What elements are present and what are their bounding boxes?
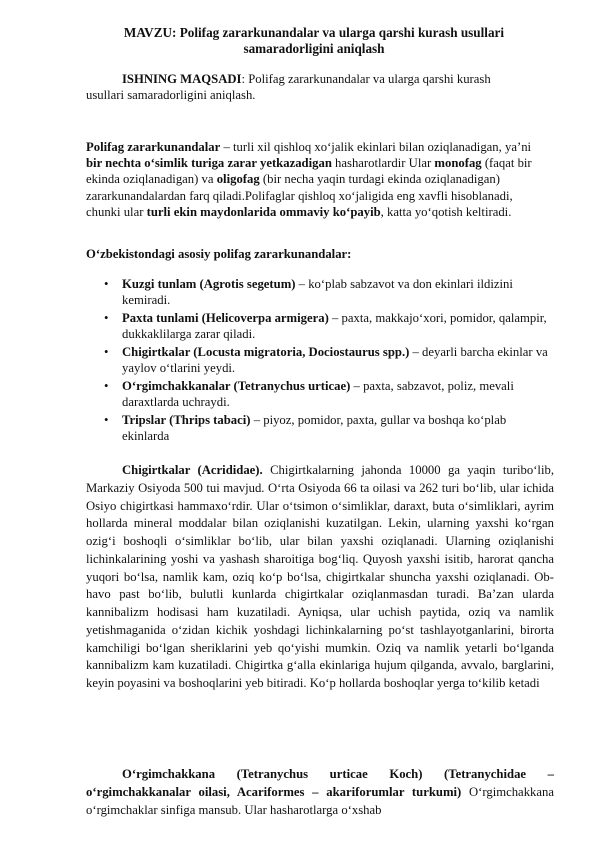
intro-text-5: , katta yo‘qotish keltiradi.: [380, 204, 512, 219]
list-item: [104, 412, 548, 444]
intro-text-3: (faqat bir ekinda oziqlanadigan) va: [86, 156, 532, 187]
list-item: [104, 378, 548, 410]
pest-list: [104, 276, 548, 446]
title-line-1: MAVZU: Polifag zararkunandalar va ularga qarshi kurash usullari: [123, 25, 505, 40]
pest-desc: – piyoz, pomidor, paxta, gullar va boshqa ko‘plab ekinlarda: [122, 413, 507, 444]
pest-name: Tripslar (Thrips tabaci): [122, 413, 251, 427]
pest-name: Chigirtkalar (Locusta migratoria, Dociostaurus spp.): [122, 345, 410, 359]
title-line-2: samaradorligini aniqlash: [243, 41, 385, 56]
spider-mite-heading: O‘rgimchakkana (Tetranychus urticae Koch) (Tetranychidae – o‘rgimchakkanalar oilasi, Acariformes – akariforumlar turkumi): [86, 767, 554, 799]
locust-paragraph: [86, 462, 554, 693]
pest-name: O‘rgimchakkanalar (Tetranychus urticae): [122, 379, 351, 393]
bullet-icon: •: [104, 345, 109, 359]
bullet-icon: •: [104, 277, 109, 291]
spider-mite-text: O‘rgimchakkana o‘rgimchaklar sinfiga mansub. Ular hasharotlarga o‘xshab: [86, 784, 554, 817]
pest-list-heading: O‘zbekistondagi asosiy polifag zararkunandalar:: [86, 247, 352, 261]
list-item: [104, 310, 548, 342]
pest-desc: – paxta, sabzavot, poliz, mevali daraxtlarda uchraydi.: [122, 379, 514, 410]
aim-paragraph: [86, 71, 526, 103]
term-mass-spread: turli ekin maydonlarida ommaviy ko‘payib: [146, 204, 381, 219]
aim-label: ISHNING MAQSADI: [122, 72, 242, 86]
list-item: [104, 344, 548, 376]
locust-heading: Chigirtkalar (Acrididae).: [122, 463, 263, 477]
term-polifag: Polifag zararkunandalar: [86, 140, 221, 154]
spider-mite-paragraph: [86, 766, 554, 819]
bullet-icon: •: [104, 413, 109, 427]
pest-desc: – paxta, makkajo‘xori, pomidor, qalampir, dukkaklilarga zarar qiladi.: [122, 311, 547, 342]
intro-text-1: – turli xil qishloq xo‘jalik ekinlari bilan oziqlanadigan, ya’ni: [220, 140, 532, 154]
list-item: [104, 276, 548, 308]
pest-name: Kuzgi tunlam (Agrotis segetum): [122, 277, 296, 291]
locust-text: Chigirtkalarning jahonda 10000 ga yaqin turibo‘lib, Markaziy Osiyoda 500 tui mavjud. O‘rta Osiyoda 66 ta oilasi va 262 turi bo‘lib, ular ichida Osiyo chigirtkasi hammaxo‘rdir. Ular o‘tsimon o‘simliklar, daraxt, buta o‘simliklari, ayrim hollarda mineral moddalar bilan oziqlanishi kuzatilgan. Lekin, ularning yaxshi ko‘rgan ozig‘i boshoqli o‘simliklar bo‘lib, ular bilan yaxshi oziqlanadi. Ularning oziqlanishi lichinkalarining yoshi va yashash sharoitiga bog‘liq. Quyosh yaxshi isitib, harorat qancha yuqori bo‘lsa, namlik kam, oziq ko‘p bo‘lsa, chigirtkalar shuncha yaxshi oziqlanadi. Ob-havo past bo‘lib, bulutli kunlarda chigirtkalar oziqlanmasdan turadi. Ba’zan ularda kannibalizm hodisasi ham kuzatiladi. Ayniqsa, ular uchish paytida, oziq va namlik yetishmaganida o‘zidan kichik yoshdagi lichinkalarning po‘st tashlayotganlarini, birorta kamchiligi bo‘lgan sheriklarini yeb qo‘yishi mumkin. Oziq va namlik yetarli bo‘lganda kannibalizm kam kuzatiladi. Chigirtka g‘alla ekinlariga hujum qilganda, avvalo, barglarini, keyin poyasini va boshoqlarini yeb bitiradi. Ko‘p hollarda boshoqlar yerga to‘kilib ketadi: [86, 463, 554, 690]
term-multi-species: bir nechta o‘simlik turiga zarar yetkazadigan: [86, 156, 332, 171]
intro-paragraph: [86, 139, 548, 220]
term-monofag: monofag: [434, 156, 482, 171]
aim-text: : Polifag zararkunandalar va ularga qarshi kurash usullari samaradorligini aniqlash.: [86, 72, 491, 103]
intro-text-2: hasharotlardir Ular: [331, 156, 435, 171]
pest-desc: – ko‘plab sabzavot va don ekinlari ildizini kemiradi.: [122, 277, 513, 308]
term-oligofag: oligofag: [216, 172, 260, 187]
intro-text-4: (bir necha yaqin turdagi ekinda oziqlanadigan) zararkunandalardan farq qiladi.Polifaglar qishloq xo‘jaligida eng xavfli hisoblanadi, chunki ular: [86, 172, 513, 219]
document-title: [80, 25, 548, 57]
bullet-icon: •: [104, 311, 109, 325]
pest-desc: – deyarli barcha ekinlar va yaylov o‘tlarini yeydi.: [122, 345, 548, 376]
pest-name: Paxta tunlami (Helicoverpa armigera): [122, 311, 329, 325]
bullet-icon: •: [104, 379, 109, 393]
